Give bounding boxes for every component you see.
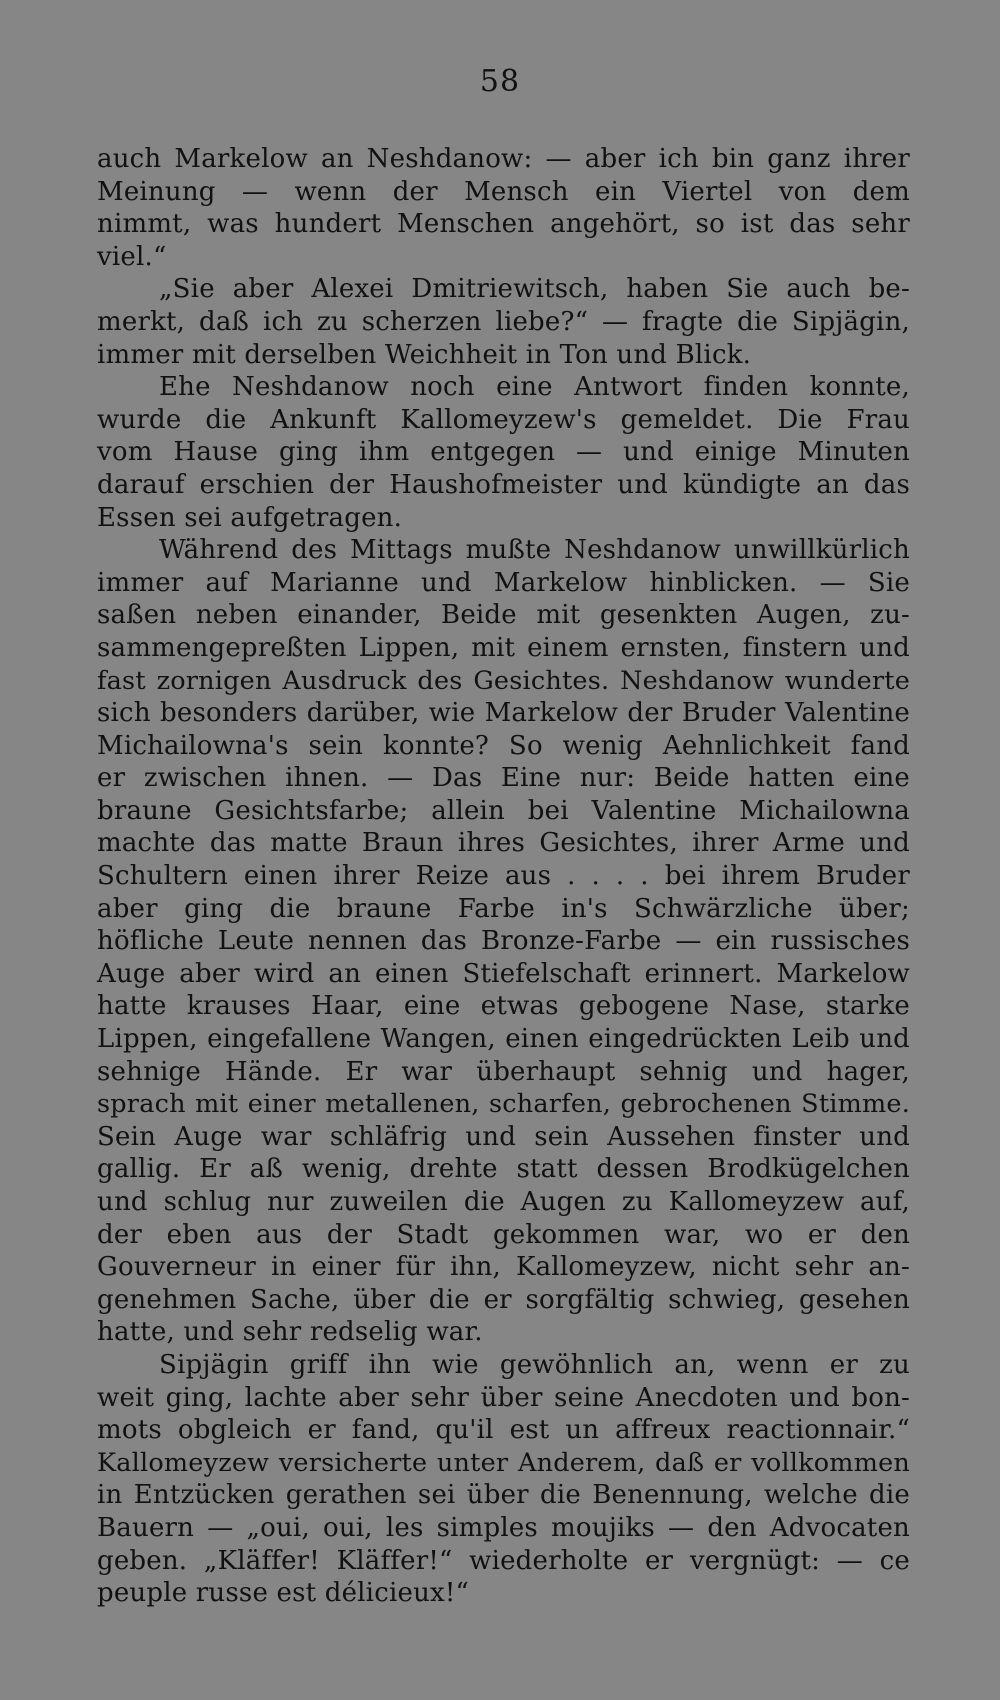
text-line: vom Hause ging ihm entgegen — und einige Minuten: [97, 437, 910, 468]
text-line: saßen neben einander, Beide mit gesenkten Augen, zu-: [97, 600, 910, 631]
text-line: darauf erschien der Haushofmeister und kündigte an das: [97, 469, 910, 500]
text-line: Sipjägin griff ihn wie gewöhnlich an, wenn er zu: [159, 1349, 910, 1380]
text-line: machte das matte Braun ihres Gesichtes, ihrer Arme und: [97, 828, 910, 859]
text-line: und schlug nur zuweilen die Augen zu Kallomeyzew auf,: [97, 1187, 910, 1217]
text-line: sammengepreßten Lippen, mit einem ernsten, finstern und: [97, 632, 910, 663]
text-line: merkt, daß ich zu scherzen liebe?“ — fragte die Sipjägin,: [97, 306, 910, 337]
text-line: Kallomeyzew versicherte unter Anderem, daß er vollkommen: [97, 1447, 910, 1478]
text-line: sich besonders darüber, wie Markelow der Bruder Valentine: [97, 698, 910, 729]
text-line: hatte, und sehr redselig war.: [97, 1317, 483, 1348]
text-line: Schultern einen ihrer Reize aus . . . . bei ihrem Bruder: [97, 861, 910, 892]
text-line: Meinung — wenn der Mensch ein Viertel von dem: [97, 176, 910, 207]
text-line: Während des Mittags mußte Neshdanow unwillkürlich: [159, 535, 910, 566]
text-line: braune Gesichtsfarbe; allein bei Valentine Michailowna: [97, 795, 910, 826]
text-line: in Entzücken gerathen sei über die Benennung, welche die: [97, 1480, 910, 1511]
text-line: auch Markelow an Neshdanow: — aber ich bin ganz ihrer: [97, 144, 910, 174]
text-line: sehnige Hände. Er war überhaupt sehnig und hager,: [97, 1056, 910, 1087]
text-line: Sein Auge war schläfrig und sein Aussehen finster und: [97, 1121, 910, 1152]
text-line: weit ging, lachte aber sehr über seine Anecdoten und bon-: [97, 1382, 910, 1413]
text-line: Lippen, eingefallene Wangen, einen eingedrückten Leib und: [97, 1024, 910, 1055]
text-line: genehmen Sache, über die er sorgfältig schwieg, gesehen: [97, 1284, 910, 1315]
text-line: nimmt, was hundert Menschen angehört, so ist das sehr: [97, 209, 910, 240]
body-text: [97, 143, 910, 1610]
text-line: fast zornigen Ausdruck des Gesichtes. Neshdanow wunderte: [97, 665, 910, 696]
text-line: „Sie aber Alexei Dmitriewitsch, haben Sie auch be-: [159, 274, 910, 305]
text-line: hatte krauses Haar, eine etwas gebogene Nase, starke: [97, 991, 910, 1022]
text-line: Gouverneur in einer für ihn, Kallomeyzew, nicht sehr an-: [97, 1252, 910, 1283]
text-line: er zwischen ihnen. — Das Eine nur: Beide hatten eine: [97, 763, 910, 794]
text-line: aber ging die braune Farbe in's Schwärzliche über;: [97, 893, 910, 924]
text-line: Bauern — „oui, oui, les simples moujiks — den Advocaten: [97, 1512, 910, 1543]
text-line: gallig. Er aß wenig, drehte statt dessen Brodkügelchen: [97, 1154, 910, 1185]
text-line: mots obgleich er fand, qu'il est un affreux reactionnair.“: [97, 1415, 910, 1446]
text-line: der eben aus der Stadt gekommen war, wo er den: [97, 1219, 910, 1250]
text-line: Essen sei aufgetragen.: [97, 502, 403, 533]
text-line: Auge aber wird an einen Stiefelschaft erinnert. Markelow: [97, 958, 910, 989]
text-line: immer auf Marianne und Markelow hinblicken. — Sie: [97, 567, 910, 598]
text-line: wurde die Ankunft Kallomeyzew's gemeldet. Die Frau: [97, 404, 910, 435]
page-number: 58: [479, 64, 521, 99]
text-line: Ehe Neshdanow noch eine Antwort finden konnte,: [159, 372, 910, 403]
text-line: immer mit derselben Weichheit in Ton und Blick.: [97, 339, 752, 370]
text-line: höfliche Leute nennen das Bronze-Farbe — ein russisches: [97, 926, 910, 957]
text-line: geben. „Kläffer! Kläffer!“ wiederholte er vergnügt: — ce: [97, 1545, 910, 1576]
text-line: peuple russe est délicieux!“: [97, 1578, 470, 1609]
text-line: viel.“: [97, 241, 167, 272]
text-line: Michailowna's sein konnte? So wenig Aehnlichkeit fand: [97, 730, 910, 761]
text-line: sprach mit einer metallenen, scharfen, gebrochenen Stimme.: [97, 1089, 910, 1120]
